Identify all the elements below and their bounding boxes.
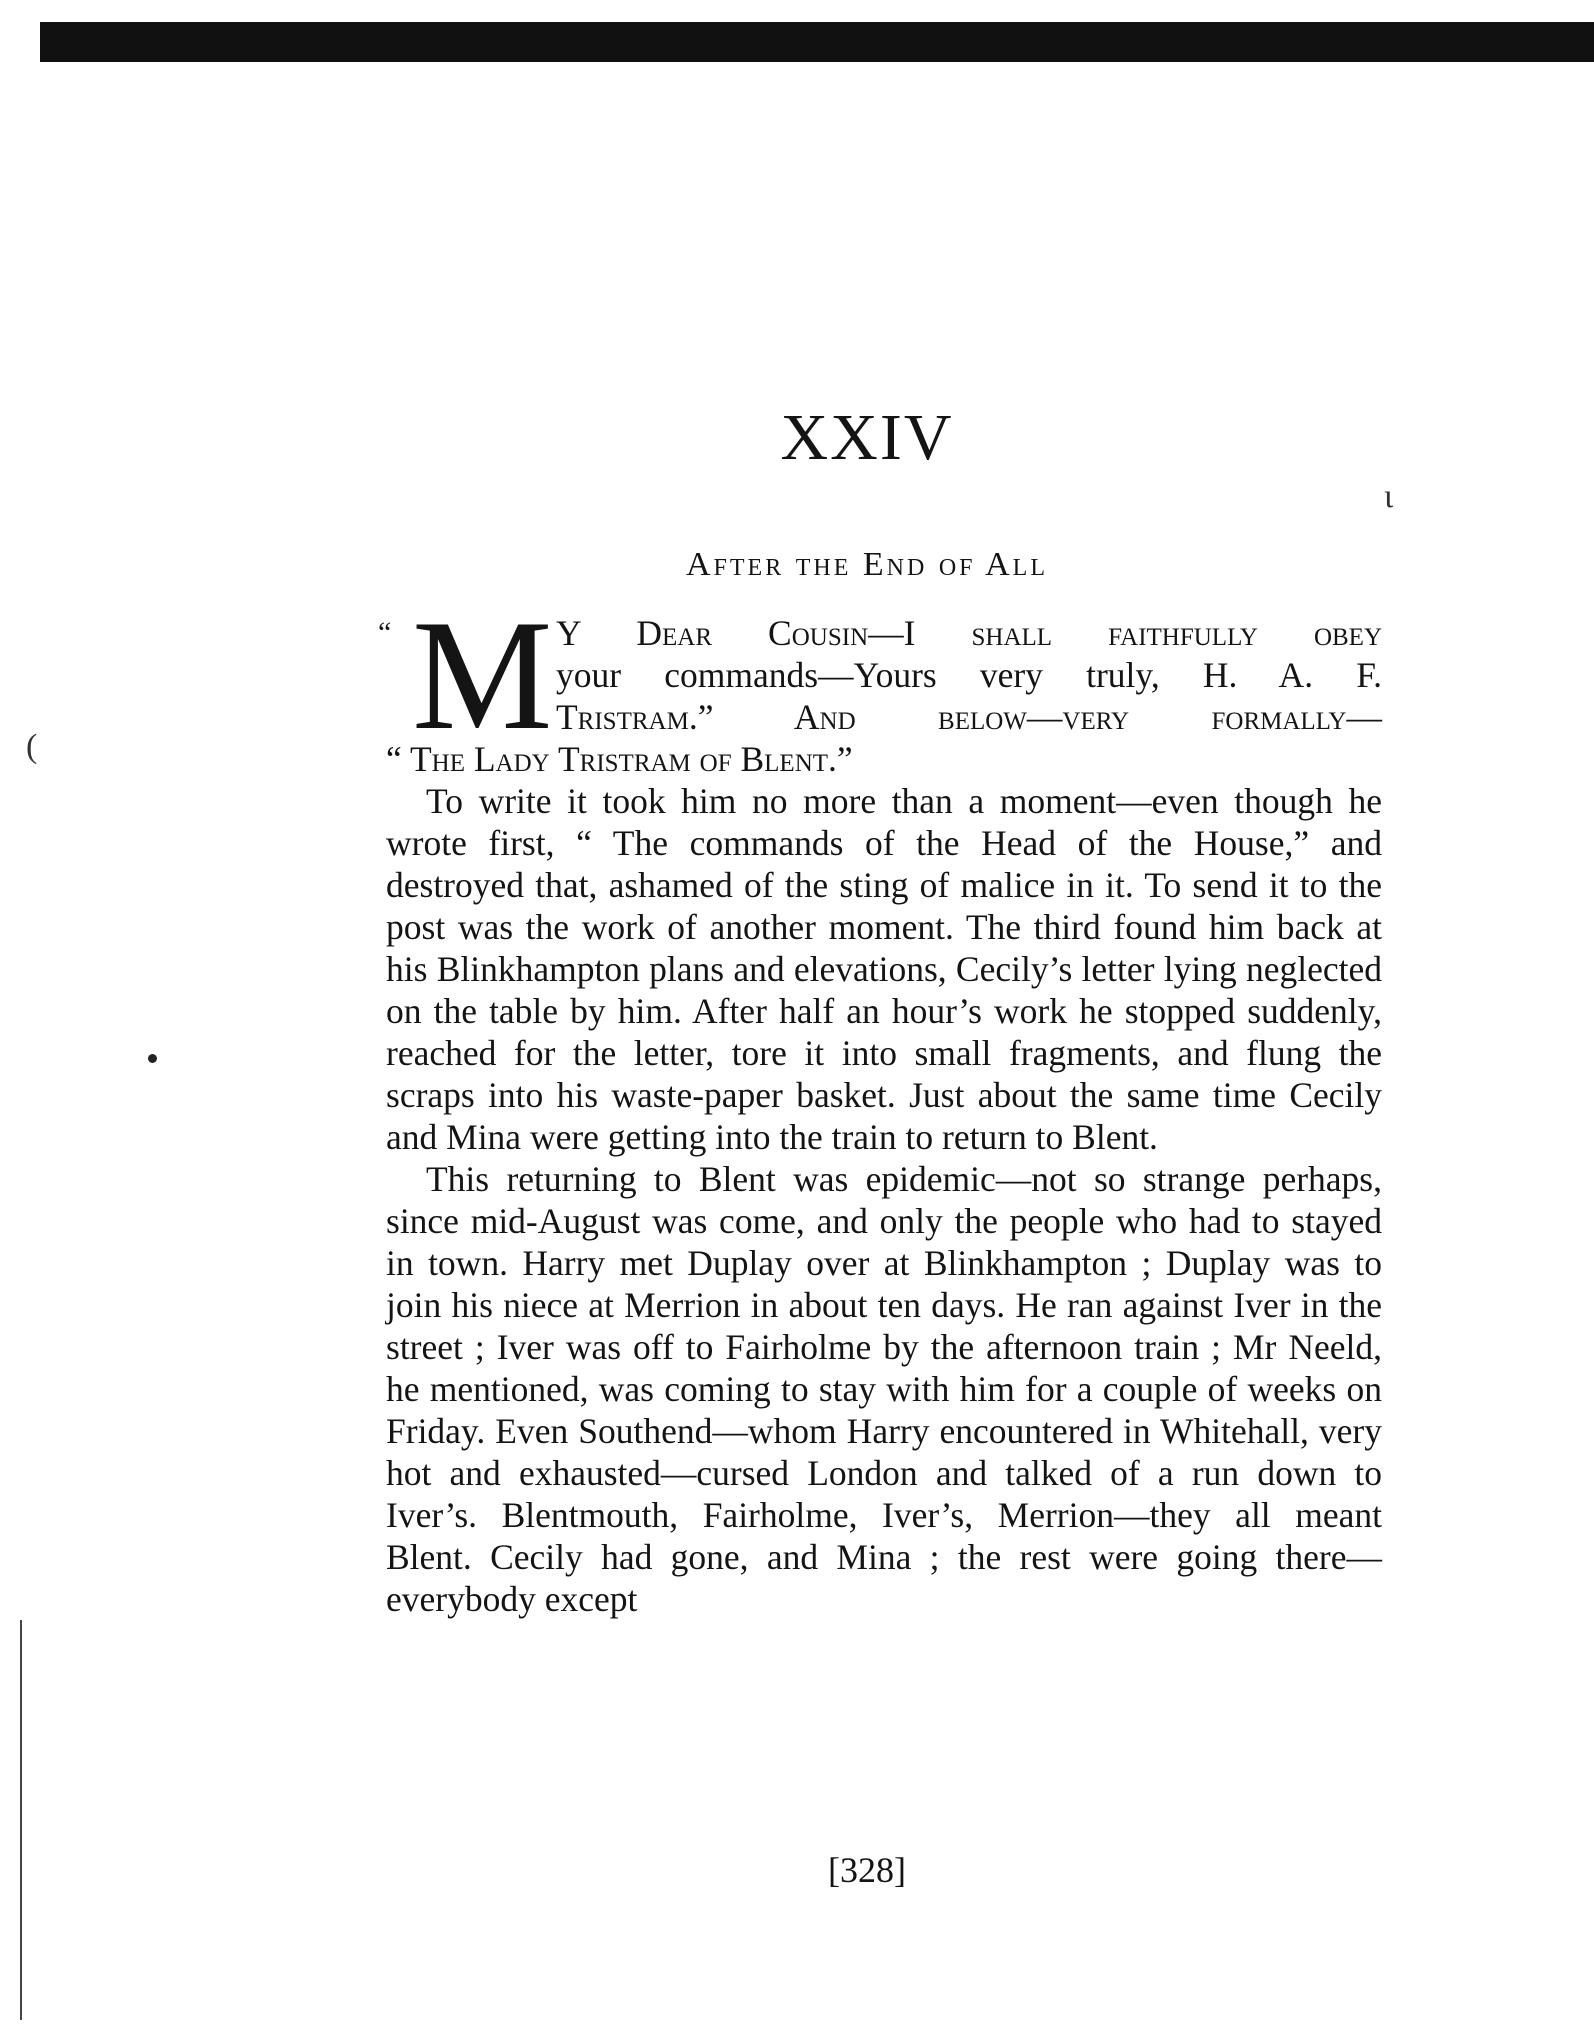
scan-top-edge xyxy=(40,22,1594,62)
paragraph-2: This returning to Blent was epidemic—not so strange perhaps, since mid-August was come, and only the people who had to stayed in town. Harry met Duplay over at Blinkhampton ; Duplay was to join his niece at Merrion in about ten days. He ran against Iver in the street ; Iver was off to Fairholme by the afternoon train ; Mr Neeld, he mentioned, was coming to stay with him for a couple of weeks on Friday. Even Southend—whom Harry encountered in Whitehall, very hot and exhausted—cursed London and talked of a run down to Iver’s. Blentmouth, Fairholme, Iver’s, Merrion—they all meant Blent. Cecily had gone, and Mina ; the rest were going there—everybody except xyxy=(386,1159,1382,1619)
opening-line-4: “ The Lady Tristram of Blent.” xyxy=(386,739,853,779)
stray-dot xyxy=(148,1054,157,1063)
opening-line-2: your commands—Yours very truly, H. A. F. xyxy=(556,655,1382,695)
stray-mark-right: ι xyxy=(1384,478,1394,515)
margin-scan-line xyxy=(20,1620,22,2020)
drop-cap: M xyxy=(412,612,553,738)
paragraph-1: To write it took him no more than a moment—even though he wrote first, “ The commands of the Head of the House,” and destroyed that, ashamed of the sting of malice in it. To send it to the post was the work of another moment. The third found him back at his Blinkhampton plans and elevations, Cecily’s letter lying neglected on the table by him. After half an hour’s work he stopped suddenly, reached for the letter, tore it into small fragments, and flung the scraps into his waste-paper basket. Just about the same time Cecily and Mina were getting into the train to return to Blent. xyxy=(386,781,1382,1157)
opening-paragraph xyxy=(378,612,1382,780)
page-number: [328] xyxy=(828,1850,906,1890)
stray-mark-left: ( xyxy=(26,728,38,765)
opening-line-1: Y Dear Cousin—I shall faithfully obey xyxy=(556,613,1382,653)
opening-quote-mark: “ xyxy=(378,616,392,649)
body-text xyxy=(378,612,1382,1620)
opening-line-3: Tristram.” And below—very formally— xyxy=(556,697,1382,737)
chapter-title: After the End of All xyxy=(686,546,1048,583)
chapter-number: XXIV xyxy=(780,401,954,474)
